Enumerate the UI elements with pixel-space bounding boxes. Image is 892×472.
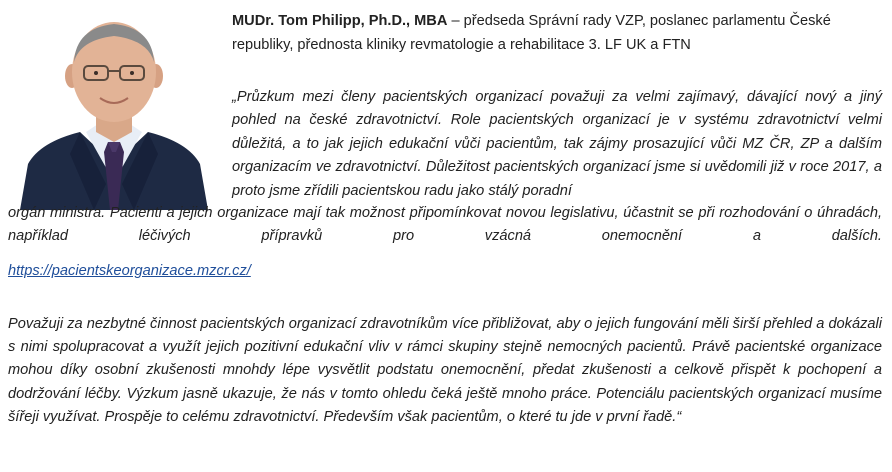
quote-paragraph-lead: „Průzkum mezi členy pacientských organizací považuji za velmi zajímavý, dávající nový a jiný pohled na české zdravotnictví. Role pacientských organizací je v systému zdravotnictví velmi důležitá, a to jak jejich edukační vůči pacientům, tak zájmy prosazující vůči MZ ČR, ZP a dalším organizacím ve zdravotnictví. Důležitost pacientských organizací jsme si uvědomili již v roce 2017, a proto jsme zřídili pacientskou radu jako stálý poradní	[232, 89, 882, 199]
portrait-illustration	[10, 14, 218, 210]
quote-paragraph-continuation: orgán ministra. Pacienti a jejich organizace mají tak možnost připomínkovat novou legislativu, účastnit se při rozhodování o úhradách, například léčivých přípravků pro vzácná onemocnění a dalších.	[8, 205, 882, 245]
speaker-role: – předseda Správní rady VZP, poslanec parlamentu České republiky, přednosta kliniky revmatologie a rehabilitace 3. LF UK a FTN	[232, 13, 831, 53]
portrait-photo	[10, 14, 218, 210]
quote-paragraph-2: Považuji za nezbytné činnost pacientských organizací zdravotníkům více přibližovat, aby o jejich fungování měli širší přehled a dokázali s nimi spolupracovat a využít jejich pozitivní edukační vliv v rámci skupiny stejně nemocných pacientů. Právě pacientské organizace mohou díky osobní zkušenosti mnohdy lépe vysvětlit podstatu onemocnění, předat zkušenosti a celkově přispět k pochopení a dodržování léčby. Výzkum jasně ukazuje, že nás v tomto ohledu čeká ještě mnoho práce. Potenciálu pacientských organizací musíme šířeji využívat. Prospěje to celému zdravotnictví. Především však pacientům, o které tu jde v první řadě.“	[8, 316, 882, 425]
patient-organizations-link[interactable]: https://pacientskeorganizace.mzcr.cz/	[8, 263, 251, 279]
speaker-name: MUDr. Tom Philipp, Ph.D., MBA	[232, 13, 448, 29]
speaker-header	[232, 9, 882, 57]
link-line	[8, 260, 251, 283]
